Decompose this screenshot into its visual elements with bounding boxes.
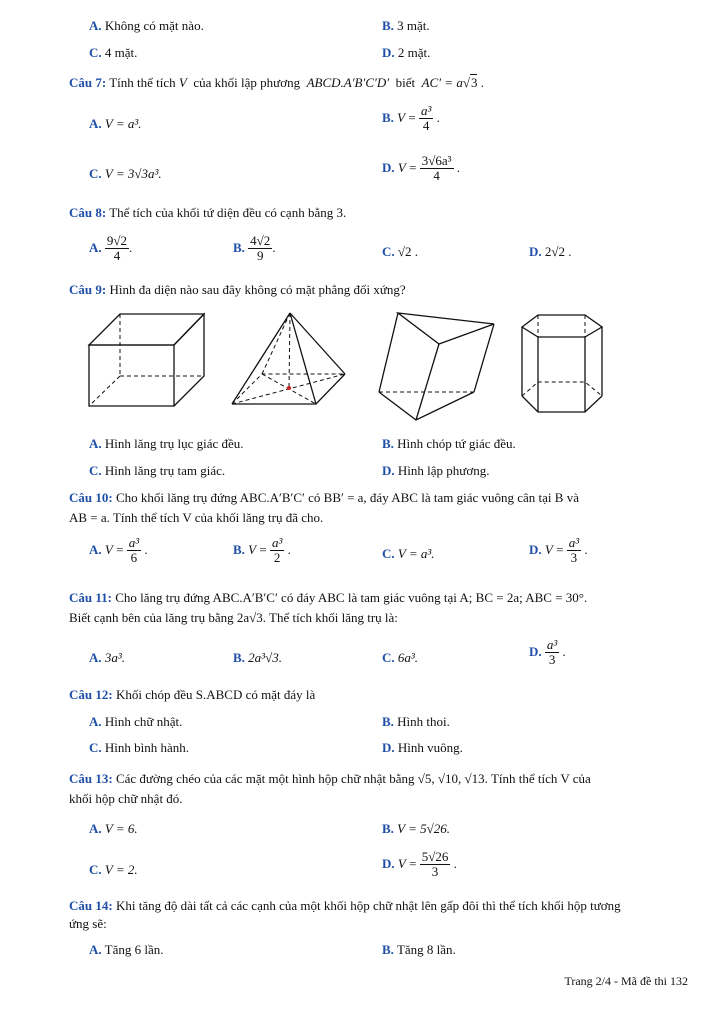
q8-option-d[interactable]: D. 2√2 . (529, 244, 572, 259)
q10-option-a[interactable]: A. V = $\frac{\text{a³}}{6}$ . (89, 535, 148, 566)
q9-option-b[interactable]: B. Hình chóp tứ giác đều. (382, 436, 516, 451)
q8-option-b[interactable]: B. $\frac{4√2}{9}$ . (233, 233, 276, 264)
q13-option-a[interactable]: A. V = 6. (89, 821, 138, 836)
q6-option-a[interactable]: A. Không có mặt nào. (89, 18, 204, 33)
q12-option-a[interactable]: A. Hình chữ nhật. (89, 714, 183, 729)
q11-stem: Câu 11: Cho lăng trụ đứng ABC.A′B′C′ có đáy ABC là tam giác vuông tại A; BC = 2a; ABC = 30°. Biết cạnh bên của lăng trụ bằng 2a√3. Thể tích khối lăng trụ là: (69, 590, 588, 625)
q12-option-c[interactable]: C. Hình bình hành. (89, 740, 190, 755)
q9-option-a[interactable]: A. Hình lăng trụ lục giác đều. (89, 436, 244, 451)
hexagonal-prism-figure (518, 310, 606, 418)
q14-option-b[interactable]: B. Tăng 8 lần. (382, 942, 456, 957)
q13-option-c[interactable]: C. V = 2. (89, 862, 138, 877)
q7-option-d[interactable]: D. V = $\frac{\text{3√6a³}}{4}$ . (382, 153, 460, 184)
q9-option-c[interactable]: C. Hình lăng trụ tam giác. (89, 463, 226, 478)
q12-option-b[interactable]: B. Hình thoi. (382, 714, 450, 729)
q6-option-b[interactable]: B. 3 mặt. (382, 18, 430, 33)
q7-stem: Câu 7: Tính thể tích V của khối lập phương ABCD.A′B′C′D′ biết AC′ = a√3 . (69, 75, 484, 90)
q11-option-b[interactable]: B. 2a³√3. (233, 650, 282, 665)
q7-option-b[interactable]: B. V = $\frac{\text{a³}}{4}$ . (382, 103, 440, 134)
q8-option-a[interactable]: A. $\frac{9√2}{4}$ . (89, 233, 133, 264)
q7-option-a[interactable]: A. V = a³. (89, 116, 142, 131)
q12-option-d[interactable]: D. Hình vuông. (382, 740, 463, 755)
q6-option-c[interactable]: C. 4 mặt. (89, 45, 138, 60)
q14-option-a[interactable]: A. Tăng 6 lần. (89, 942, 164, 957)
q8-option-c[interactable]: C. √2 . (382, 244, 419, 259)
q8-stem: Câu 8: Thể tích của khối tứ diện đều có cạnh bằng 3. (69, 205, 347, 220)
q9-option-d[interactable]: D. Hình lập phương. (382, 463, 490, 478)
q10-option-b[interactable]: B. V = $\frac{\text{a³}}{2}$ . (233, 535, 291, 566)
q10-option-d[interactable]: D. V = $\frac{\text{a³}}{3}$ . (529, 535, 588, 566)
q13-stem: Câu 13: Các đường chéo của các mặt một hình hộp chữ nhật bằng √5, √10, √13. Tính thể tích V của khối hộp chữ nhật đó. (69, 771, 591, 806)
q11-option-c[interactable]: C. 6a³. (382, 650, 419, 665)
q6-option-d[interactable]: D. 2 mặt. (382, 45, 431, 60)
q9-stem: Câu 9: Hình đa diện nào sau đây không có mặt phẳng đối xứng? (69, 282, 406, 297)
q12-stem: Câu 12: Khối chóp đều S.ABCD có mặt đáy là (69, 687, 316, 702)
q10-option-c[interactable]: C. V = a³. (382, 546, 435, 561)
q13-option-d[interactable]: D. V = $\frac{5√26}{3}$ . (382, 849, 457, 880)
q13-option-b[interactable]: B. V = 5√26. (382, 821, 451, 836)
page-footer: Trang 2/4 - Mã đề thi 132 (564, 974, 688, 988)
triangular-prism-figure (376, 310, 496, 422)
q14-stem: Câu 14: Khi tăng độ dài tất cả các cạnh của một khối hộp chữ nhật lên gấp đôi thì thể tích khối hộp tương ứng sẽ: (69, 898, 621, 931)
cube-figure (86, 310, 206, 410)
q11-option-d[interactable]: D. $\frac{\text{a³}}{3}$ . (529, 637, 566, 668)
q10-stem: Câu 10: Cho khối lăng trụ đứng ABC.A′B′C′ có BB′ = a, đáy ABC là tam giác vuông cân tại B và AB = a. Tính thể tích V của khối lăng trụ đã cho. (69, 490, 579, 525)
q7-option-c[interactable]: C. V = 3√3a³. (89, 166, 162, 181)
q11-option-a[interactable]: A. 3a³. (89, 650, 126, 665)
square-pyramid-figure (228, 310, 348, 410)
pyramid-center-point (287, 386, 291, 390)
